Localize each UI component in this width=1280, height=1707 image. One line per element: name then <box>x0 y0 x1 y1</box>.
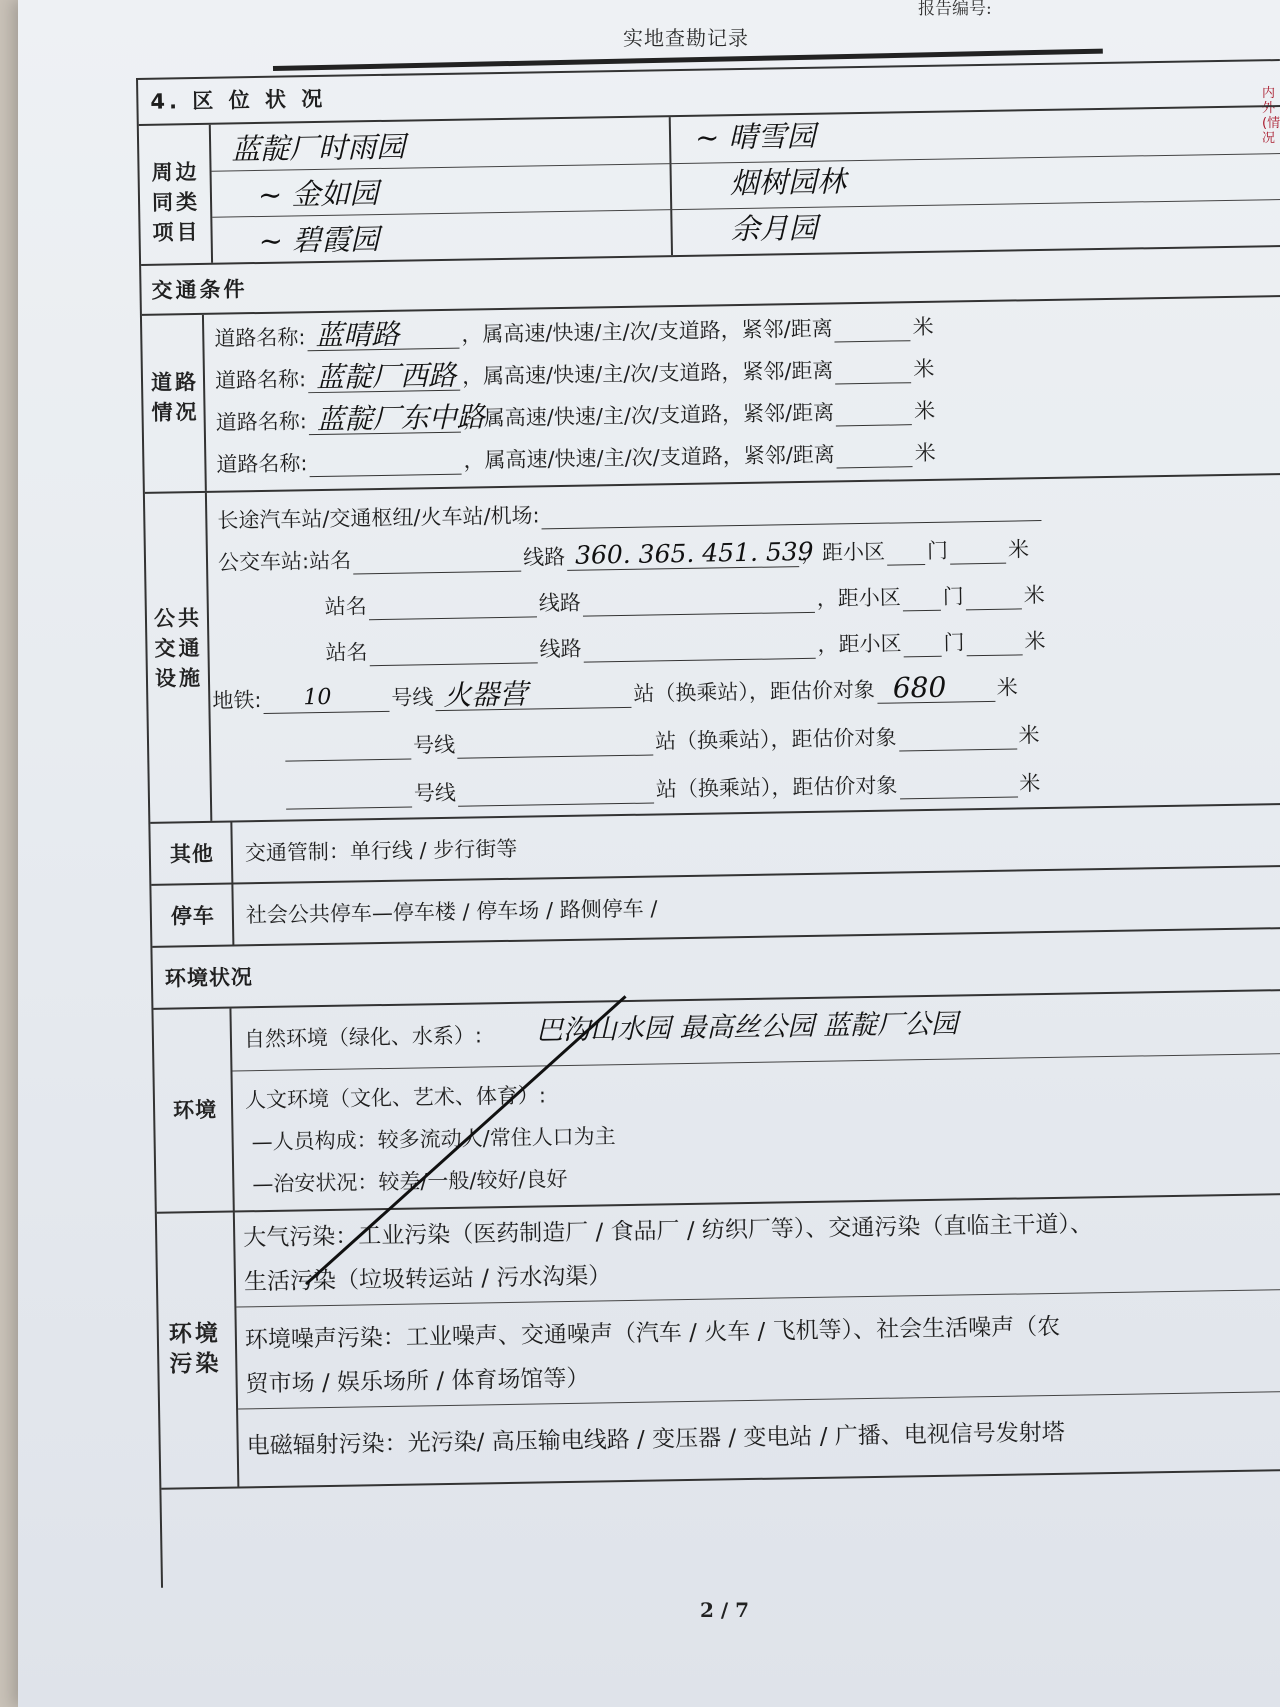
parking-text: 社会公共停车—停车楼 / 停车场 / 路侧停车 / <box>245 896 658 928</box>
bus-station-field-1[interactable] <box>353 549 521 575</box>
subway-station-field-1[interactable] <box>435 677 631 712</box>
em-radiation-line: 电磁辐射污染：光污染/ 高压输电线路 / 变压器 / 变电站 / 广播、电视信号发射塔 <box>246 1419 1065 1460</box>
environment-row <box>153 991 1280 1214</box>
road-name-2: 蓝靛厂西路 <box>315 358 457 395</box>
air-pollution-line-1: 大气污染：工业污染（医药制造厂 / 食品厂 / 纺织厂等）、交通污染（直临主干道）、 <box>243 1211 1094 1252</box>
air-pollution-line-2: 生活污染（垃圾转运站 / 污水沟渠） <box>243 1263 612 1296</box>
subway-distance-field-2[interactable] <box>898 726 1016 751</box>
bus-station-field-2[interactable] <box>369 594 537 620</box>
road-distance-field-2[interactable] <box>835 360 911 384</box>
noise-pollution-line-1: 环境噪声污染：工业噪声、交通噪声（汽车 / 火车 / 飞机等）、社会生活噪声（农 <box>244 1313 1061 1354</box>
subway-line-field-1[interactable] <box>263 684 389 714</box>
transit-label: 公共交通设施 <box>153 605 204 691</box>
bus-station-field-3[interactable] <box>369 640 537 666</box>
bus-route-field-1[interactable] <box>567 536 814 571</box>
page-number: 2 / 7 <box>700 1598 750 1622</box>
road-label: 道路情况 <box>150 369 200 425</box>
bus-distance-field-3[interactable] <box>966 632 1022 656</box>
nearby-project-1: 蓝靛厂时雨园 <box>230 129 406 167</box>
bus-route-field-2[interactable] <box>583 590 815 617</box>
road-line-2: 道路名称: 蓝靛厂西路 ，属高速/快速/主/次/支道路，紧邻/距离 米 <box>214 356 935 395</box>
road-name-field-3[interactable] <box>309 400 486 437</box>
road-line-4: 道路名称: ，属高速/快速/主/次/支道路，紧邻/距离 米 <box>216 440 936 477</box>
road-name-field-2[interactable] <box>308 358 460 395</box>
nearby-project-6: 余月园 <box>730 210 818 247</box>
security-status: —治安状况：较差/一般/较好/良好 <box>252 1166 568 1197</box>
subway-line-number-1: 10 <box>303 684 332 711</box>
nearby-project-2: ~ 晴雪园 <box>694 118 816 155</box>
road-name-field-1[interactable] <box>307 317 459 353</box>
long-distance-line: 长途汽车站/交通枢纽/火车站/机场: <box>217 493 1044 535</box>
bus-route-1: 360. 365. 451. 539 <box>574 536 814 570</box>
subway-station-field-2[interactable] <box>457 733 653 759</box>
road-distance-field-4[interactable] <box>837 444 913 468</box>
nearby-project-3: ~ 金如园 <box>257 175 379 212</box>
cultural-environment-label: 人文环境（文化、艺术、体育）: <box>244 1083 547 1113</box>
bus-distance-field-1[interactable] <box>950 541 1006 565</box>
environment-label: 环境 <box>172 1097 218 1123</box>
side-note: 内外(情况 <box>1262 86 1280 146</box>
natural-environment-value: 巴沟山水园 最高丝公园 蓝靛厂公园 <box>535 1008 959 1047</box>
road-distance-field-3[interactable] <box>836 402 912 426</box>
subway-line-2: 号线 站（换乘站），距估价对象 米 <box>283 721 1040 762</box>
survey-form <box>136 59 1280 1588</box>
other-text: 交通管制：单行线 / 步行街等 <box>244 836 518 866</box>
road-name-1: 蓝晴路 <box>315 317 400 353</box>
page-title: 实地查勘记录 <box>623 26 749 50</box>
subway-distance-field-3[interactable] <box>899 774 1017 799</box>
section-location-title: 4. 区 位 状 况 <box>150 86 327 114</box>
bus-line-1: 公交车站:站名 线路 360. 365. 451. 539 ，距小区 门 米 <box>217 536 1030 575</box>
nearby-projects-label: 周边同类项目 <box>151 159 201 245</box>
road-row <box>142 297 1280 494</box>
pollution-label: 环境污染 <box>168 1320 222 1378</box>
bus-gate-field-1[interactable] <box>887 542 925 566</box>
road-name-field-4[interactable] <box>309 452 461 478</box>
bus-gate-field-2[interactable] <box>903 588 941 612</box>
natural-environment-label: 自然环境（绿化、水系）: <box>243 1023 483 1052</box>
bus-distance-field-2[interactable] <box>966 586 1022 610</box>
bus-route-field-3[interactable] <box>583 636 815 663</box>
bus-line-3: 站名 线路 ，距小区 门 米 <box>325 629 1046 665</box>
report-number-label: 报告编号: <box>918 0 992 19</box>
road-name-3: 蓝靛厂东中路 <box>316 400 486 437</box>
nearby-project-4: 烟树园林 <box>729 164 847 201</box>
subway-distance-field-1[interactable] <box>877 670 995 705</box>
parking-label: 停车 <box>170 903 216 929</box>
long-distance-field[interactable] <box>541 498 1041 529</box>
nearby-projects-row <box>139 107 1280 266</box>
subway-station-field-3[interactable] <box>458 781 654 807</box>
noise-pollution-line-2: 贸市场 / 娱乐场所 / 体育场馆等） <box>245 1365 590 1398</box>
subway-distance-1: 680 <box>892 670 947 705</box>
road-line-1: 道路名称: 蓝晴路 ，属高速/快速/主/次/支道路，紧邻/距离 米 <box>214 314 934 353</box>
population-composition: —人员构成：较多流动人/常住人口为主 <box>251 1124 616 1155</box>
environment-title: 环境状况 <box>164 965 254 991</box>
nearby-project-5: ~ 碧霞园 <box>258 221 380 258</box>
subway-line-field-3[interactable] <box>286 785 412 810</box>
transit-row <box>145 475 1280 824</box>
road-distance-field-1[interactable] <box>835 318 911 342</box>
bus-gate-field-3[interactable] <box>903 634 941 658</box>
bus-line-2: 站名 线路 ，距小区 门 米 <box>324 583 1045 619</box>
subway-line-3: 号线 站（换乘站），距估价对象 米 <box>284 769 1041 810</box>
subway-line-1: 地铁: 10 号线 火器营 站（换乘站），距估价对象 680 米 <box>212 670 1019 713</box>
subway-station-1: 火器营 <box>443 677 528 712</box>
road-line-3: 道路名称: 蓝靛厂东中路 ，属高速/快速/主/次/支道路，紧邻/距离 米 <box>215 398 936 437</box>
traffic-title: 交通条件 <box>151 277 248 303</box>
other-label: 其他 <box>169 841 215 867</box>
pollution-row <box>157 1195 1280 1490</box>
subway-line-field-2[interactable] <box>285 737 411 762</box>
